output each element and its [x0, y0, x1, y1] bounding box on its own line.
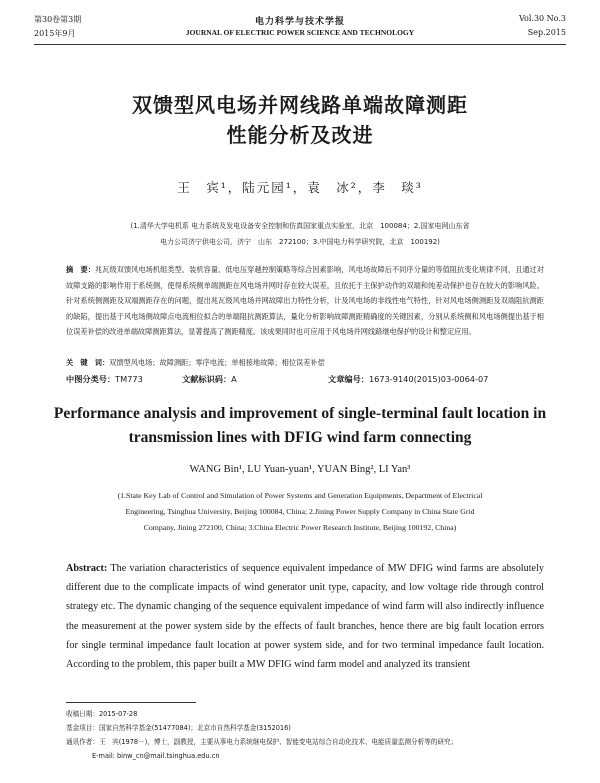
volume-issue-cn: 第30卷第3期: [34, 15, 82, 24]
footnote-bio: 通讯作者：王 宾(1978－)，博士，副教授，主要从事电力系统继电保护、智能变电站综合自动化技术、电能质量监测分析等的研究；: [66, 738, 458, 746]
keywords-cn-label: 关 键 词：: [66, 358, 110, 367]
abstract-cn-label: 摘 要：: [66, 265, 95, 274]
volume-issue-en: Vol.30 No.3: [519, 14, 566, 23]
abstract-cn-text: 兆瓦级双馈风电场机组类型、装机容量、低电压穿越控制策略等综合因素影响，风电场故障后不同序分量的等值阻抗变化规律不同，且通过对故障支路的影响作用于系统侧，使得系统侧单端测距在风电场并网时存在较大误差，且依托于主保护动作的双端和纯差动保护也存在较大的影响风险。针对系统侧测距及双端测距存在的问题，提出兆瓦级风电场并网故障出力特性分析，计及风电场的非线性电气特性，针对风电场侧测距及双端阻抗测距的缺陷，提出基于风电场侧故障点电流相位拟合的单端阻抗测距算法，量化分析影响故障测距精确度的关键因素，分别从系统侧和风电场侧提出基于相位误差补偿的改进单端故障测距算法，显著提高了测距精度。该成果同时也可应用于风电场并网线路继电保护的设计和整定应用。: [66, 265, 544, 337]
affiliations-cn: [60, 218, 540, 250]
affiliation-cn-line-2: 电力公司济宁供电公司，济宁 山东 272100；3.中国电力科学研究院，北京 100192): [160, 238, 440, 246]
paper-title-en: [0, 402, 600, 450]
journal-header: [34, 14, 566, 45]
clc-number: 中图分类号：TM773: [66, 374, 143, 384]
footnote-divider: [66, 702, 196, 703]
title-en-line-2: transmission lines with DFIG wind farm connecting: [128, 429, 472, 446]
keywords-cn-text: 双馈型风电场；故障测距；零序电流；单相接地故障；相位误差补偿: [109, 358, 325, 367]
footnotes: [66, 707, 544, 763]
article-number: 文章编号：1673-9140(2015)03-0064-07: [328, 374, 489, 384]
footnote-fund: 基金项目：国家自然科学基金(51477084)；北京市自然科学基金(3152016): [66, 724, 291, 732]
affiliation-en-line-2: Engineering, Tsinghua University, Beijing 100084, China; 2.Jining Power Supply Company in China State Grid: [125, 507, 475, 516]
journal-name-cn: 电力科学与技术学报: [254, 17, 345, 27]
authors-cn: 王 宾¹，陆元园¹，袁 冰²，李 琰³: [177, 180, 423, 195]
abstract-cn: [66, 262, 544, 340]
abstract-en-text: The variation characteristics of sequence equivalent impedance of MW DFIG wind farms are absolutely different due to the complicate impacts of wind generator unit type, capacity, and low voltage ride through control strategy etc. The dynamic changing of the sequence equivalent impedance of wind farm will also indirectly influence the measurement at the power system side by the effects of fault branches, hence there are big fault location errors for single terminal impedance fault location at power system side, and for two terminal impedance fault location. According to the problem, this paper built a MW DFIG wind farm model and analyzed its transient: [66, 563, 544, 671]
affiliation-en-line-3: Company, Jining 272100, China; 3.China Electric Power Research Institute, Beijing 100192, China): [143, 523, 457, 532]
abstract-en-label: Abstract:: [66, 563, 108, 574]
title-en-line-1: Performance analysis and improvement of single-terminal fault location in: [53, 405, 547, 422]
keywords-cn: [66, 358, 544, 368]
affiliations-en: [84, 488, 516, 536]
journal-name-en: JOURNAL OF ELECTRIC POWER SCIENCE AND TECHNOLOGY: [185, 28, 415, 37]
footnote-received: 收稿日期：2015-07-28: [66, 710, 138, 718]
date-cn: 2015年9月: [34, 29, 76, 38]
authors-en: WANG Bin¹, LU Yuan-yuan¹, YUAN Bing², LI Yan³: [189, 464, 411, 475]
paper-title-cn: [0, 90, 600, 150]
affiliation-cn-line-1: (1.清华大学电机系 电力系统及发电设备安全控制和仿真国家重点实验室，北京 100084；2.国家电网山东省: [130, 222, 470, 230]
footnote-email: E-mail: binw_cn@mail.tsinghua.edu.cn: [92, 752, 220, 760]
document-code: 文献标识码：A: [182, 374, 237, 384]
title-cn-line-2: 性能分析及改进: [226, 123, 374, 147]
affiliation-en-line-1: (1.State Key Lab of Control and Simulation of Power Systems and Generation Equipments, Department of Electrical: [117, 491, 483, 500]
abstract-en: [66, 559, 544, 674]
date-en: Sep.2015: [527, 28, 566, 37]
title-cn-line-1: 双馈型风电场并网线路单端故障测距: [132, 93, 468, 117]
